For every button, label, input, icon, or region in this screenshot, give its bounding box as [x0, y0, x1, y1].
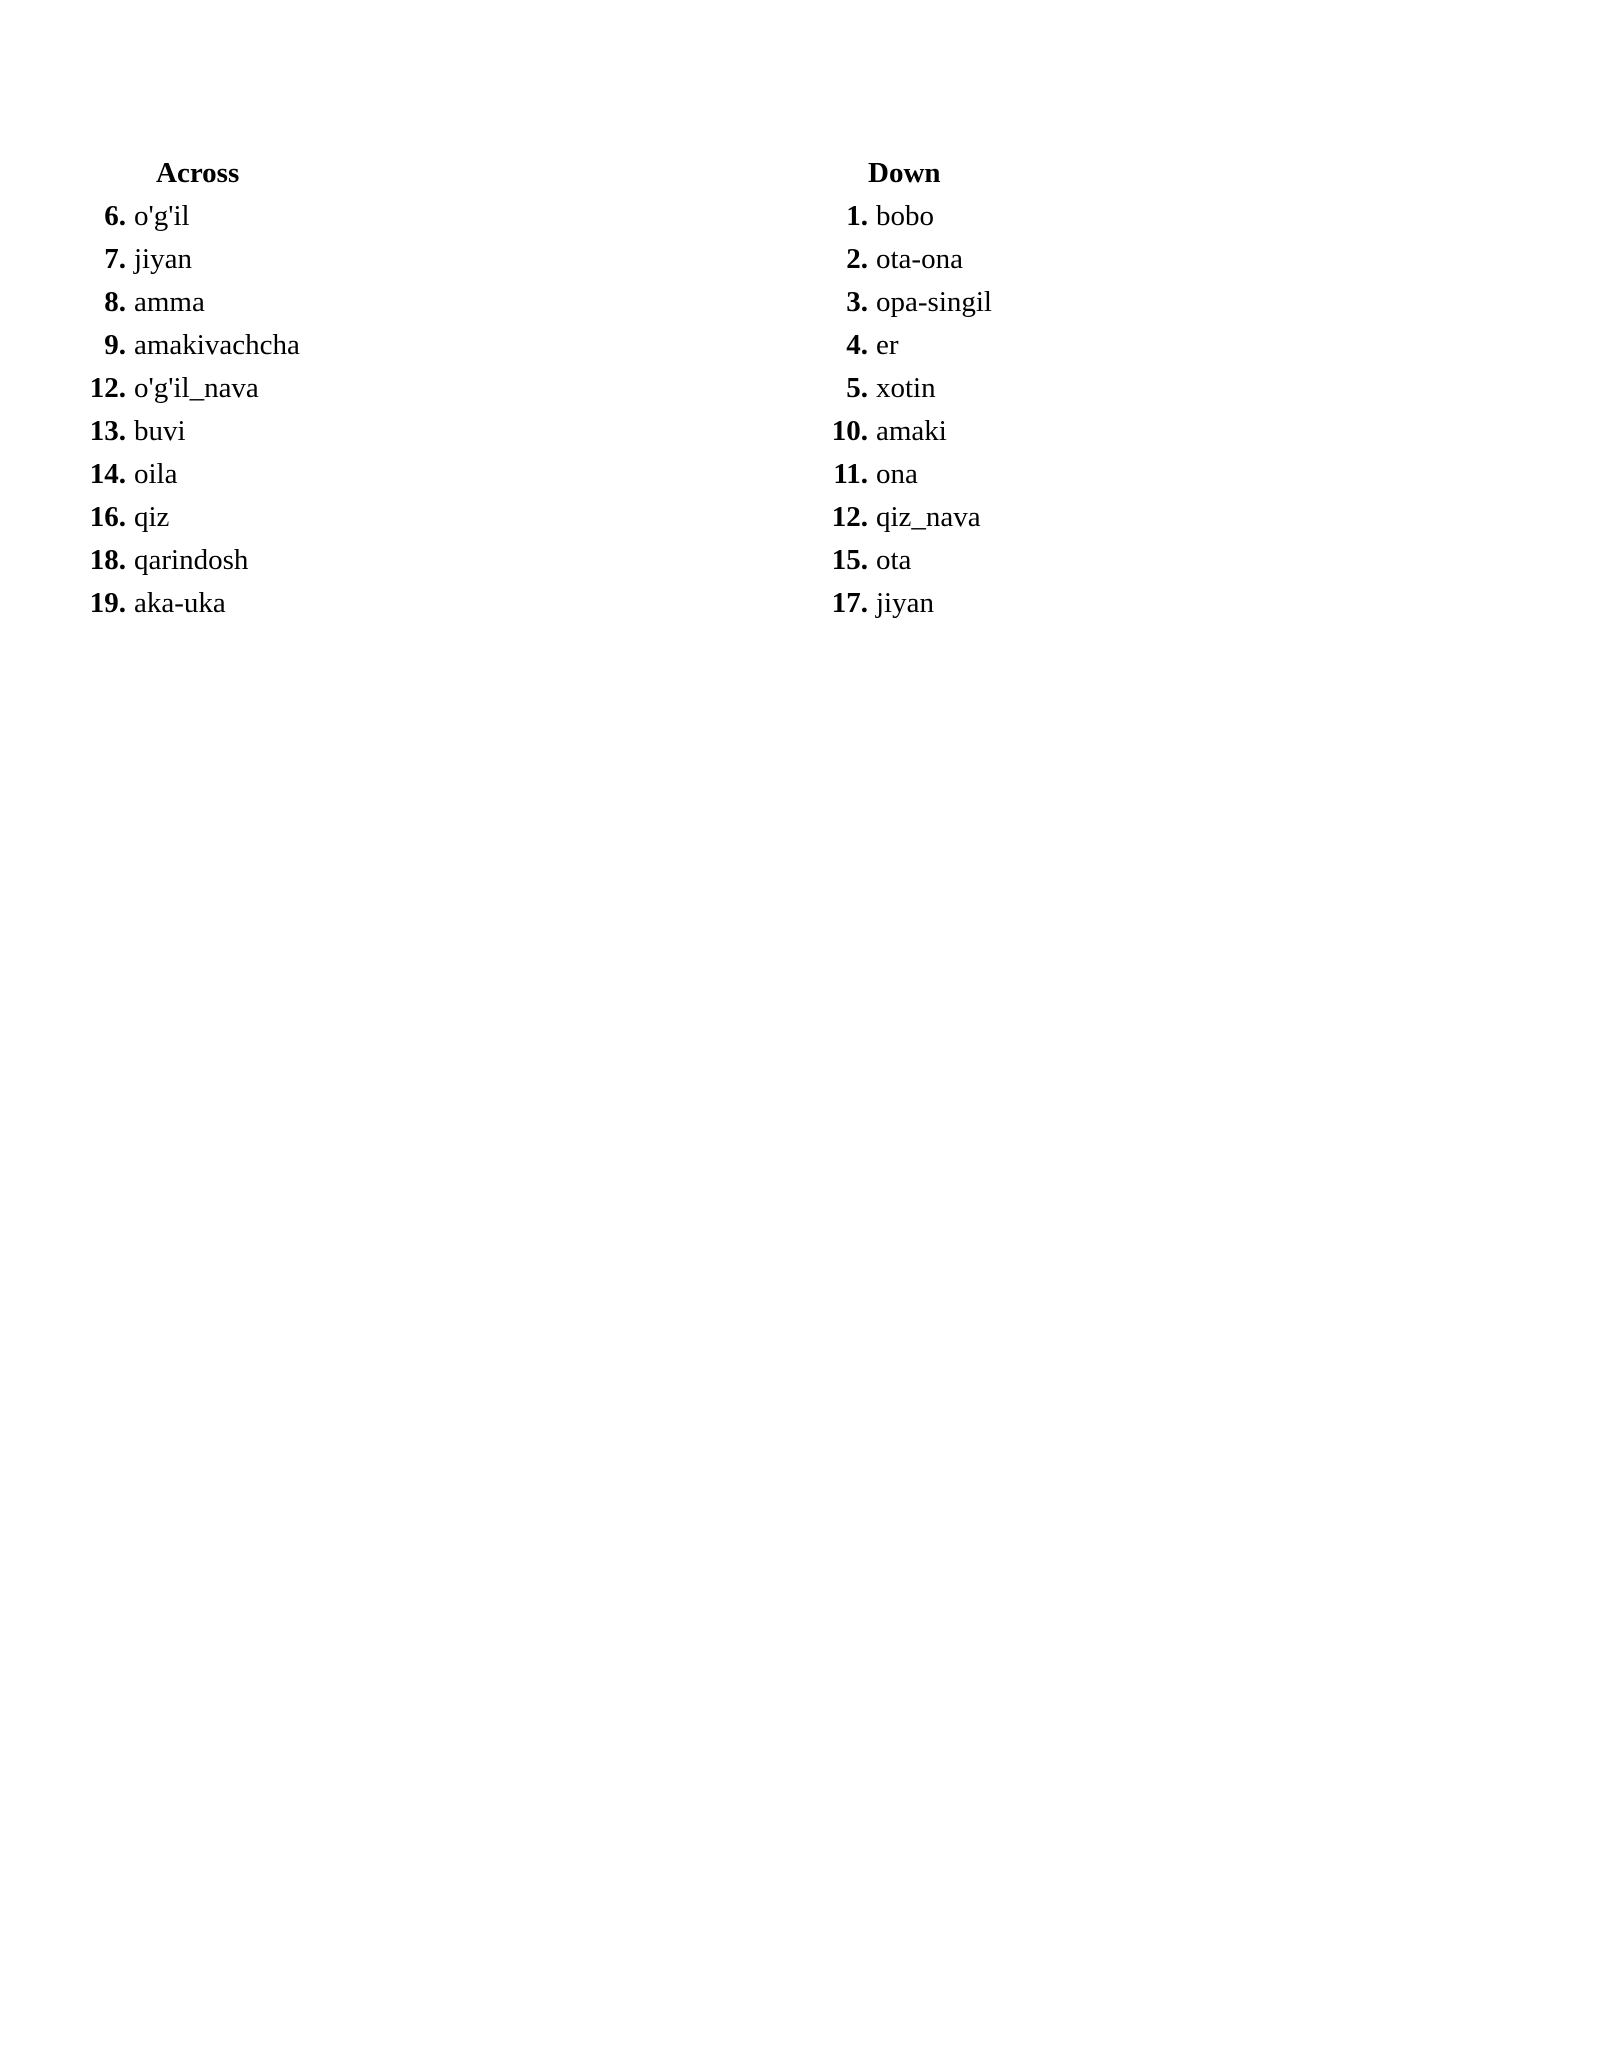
clue-number: 16 .	[84, 496, 126, 539]
clue-answer: qiz	[134, 501, 170, 533]
clue-number: 6 .	[84, 195, 126, 238]
clue-answer: oila	[134, 458, 178, 490]
clue-answer: o'g'il_nava	[134, 372, 259, 404]
clue-answer: amma	[134, 286, 205, 318]
down-clue	[816, 539, 992, 582]
clue-number: 5 .	[816, 367, 868, 410]
clue-answer: opa-singil	[876, 286, 992, 318]
clue-answer: qarindosh	[134, 544, 249, 576]
clue-number: 3 .	[816, 281, 868, 324]
down-clues-column	[816, 152, 992, 625]
clue-answer: o'g'il	[134, 200, 190, 232]
clue-number: 12 .	[84, 367, 126, 410]
across-heading: Across	[156, 157, 240, 189]
down-clue	[816, 582, 992, 625]
across-clue	[84, 539, 300, 582]
down-clue	[816, 453, 992, 496]
clue-number: 1 .	[816, 195, 868, 238]
clue-number: 15 .	[816, 539, 868, 582]
clue-number: 8 .	[84, 281, 126, 324]
across-clue	[84, 195, 300, 238]
down-clue	[816, 324, 992, 367]
clue-number: 13 .	[84, 410, 126, 453]
across-clue	[84, 410, 300, 453]
clue-answer: amaki	[876, 415, 947, 447]
clue-number: 18 .	[84, 539, 126, 582]
across-clue	[84, 582, 300, 625]
across-clue	[84, 238, 300, 281]
across-clues-column	[84, 152, 300, 625]
clue-answer: ota-ona	[876, 243, 963, 275]
clue-number: 14 .	[84, 453, 126, 496]
clue-number: 7 .	[84, 238, 126, 281]
down-heading: Down	[868, 157, 941, 189]
down-clue	[816, 410, 992, 453]
across-clue	[84, 367, 300, 410]
clue-answer: er	[876, 329, 899, 361]
down-clue	[816, 281, 992, 324]
clue-answer: amakivachcha	[134, 329, 300, 361]
clue-answer: xotin	[876, 372, 936, 404]
across-clue	[84, 453, 300, 496]
clue-answer: ota	[876, 544, 912, 576]
down-clue	[816, 496, 992, 539]
clue-answer: jiyan	[876, 587, 934, 619]
down-clue	[816, 195, 992, 238]
clue-answer: ona	[876, 458, 918, 490]
across-clue	[84, 324, 300, 367]
clue-number: 17 .	[816, 582, 868, 625]
clue-answer: qiz_nava	[876, 501, 981, 533]
down-clue	[816, 238, 992, 281]
clue-number: 4 .	[816, 324, 868, 367]
across-clue	[84, 281, 300, 324]
clue-answer: buvi	[134, 415, 186, 447]
across-clue	[84, 496, 300, 539]
clue-answer: aka-uka	[134, 587, 226, 619]
clue-number: 9 .	[84, 324, 126, 367]
clue-number: 19 .	[84, 582, 126, 625]
clue-answer: bobo	[876, 200, 934, 232]
clue-number: 11 .	[816, 453, 868, 496]
clue-answer: jiyan	[134, 243, 192, 275]
clue-number: 2 .	[816, 238, 868, 281]
clue-number: 10 .	[816, 410, 868, 453]
down-clue	[816, 367, 992, 410]
clue-number: 12 .	[816, 496, 868, 539]
